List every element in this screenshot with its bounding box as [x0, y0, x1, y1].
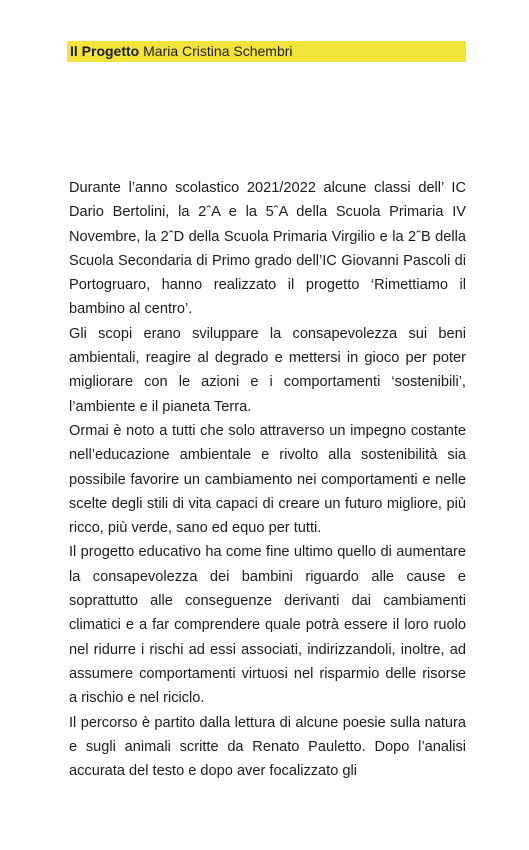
paragraph: Il progetto educativo ha come fine ultimo quello di aumentare la consapevolezza dei bambini riguardo alle cause e soprattutto alle conseguenze derivanti dai cambiamenti climatici e a far comprendere quale potrà essere il loro ruolo nel ridurre i rischi ad essi associati, indirizzandoli, inoltre, ad assumere comportamenti virtuosi nel risparmio delle risorse a rischio e nel riciclo.: [69, 544, 466, 707]
paragraph: Durante l’anno scolastico 2021/2022 alcune classi dell’ IC Dario Bertolini, la 2ˆA e la 5ˆA della Scuola Primaria IV Novembre, la 2ˆD della Scuola Primaria Virgilio e la 2ˆB della Scuola Secondaria di Primo grado dell’IC Giovanni Pascoli di Portogruaro, hanno realizzato il progetto ‘Rimettiamo il bambino al centro’.: [69, 180, 466, 318]
paragraph: Ormai è noto a tutti che solo attraverso un impegno costante nell’educazione ambientale e rivolto alla sostenibilità sia possibile favorire un cambiamento nei comportamenti e nelle scelte degli stili di vita capaci di creare un futuro migliore, più ricco, più verde, sano ed equo per tutti.: [69, 422, 466, 537]
section-label: Il Progetto: [70, 43, 140, 59]
article-body: [69, 176, 466, 783]
author-name: Maria Cristina Schembri: [143, 43, 293, 59]
paragraph: Gli scopi erano sviluppare la consapevolezza sui beni ambientali, reagire al degrado e mettersi in gioco per poter migliorare con le azioni e i comportamenti ‘sostenibili’, l’ambiente e il pianeta Terra.: [69, 325, 466, 415]
paragraph: Il percorso è partito dalla lettura di alcune poesie sulla natura e sugli animali scritte da Renato Pauletto. Dopo l’analisi accurata del testo e dopo aver focalizzato gli: [69, 714, 466, 780]
section-header: [67, 41, 466, 62]
